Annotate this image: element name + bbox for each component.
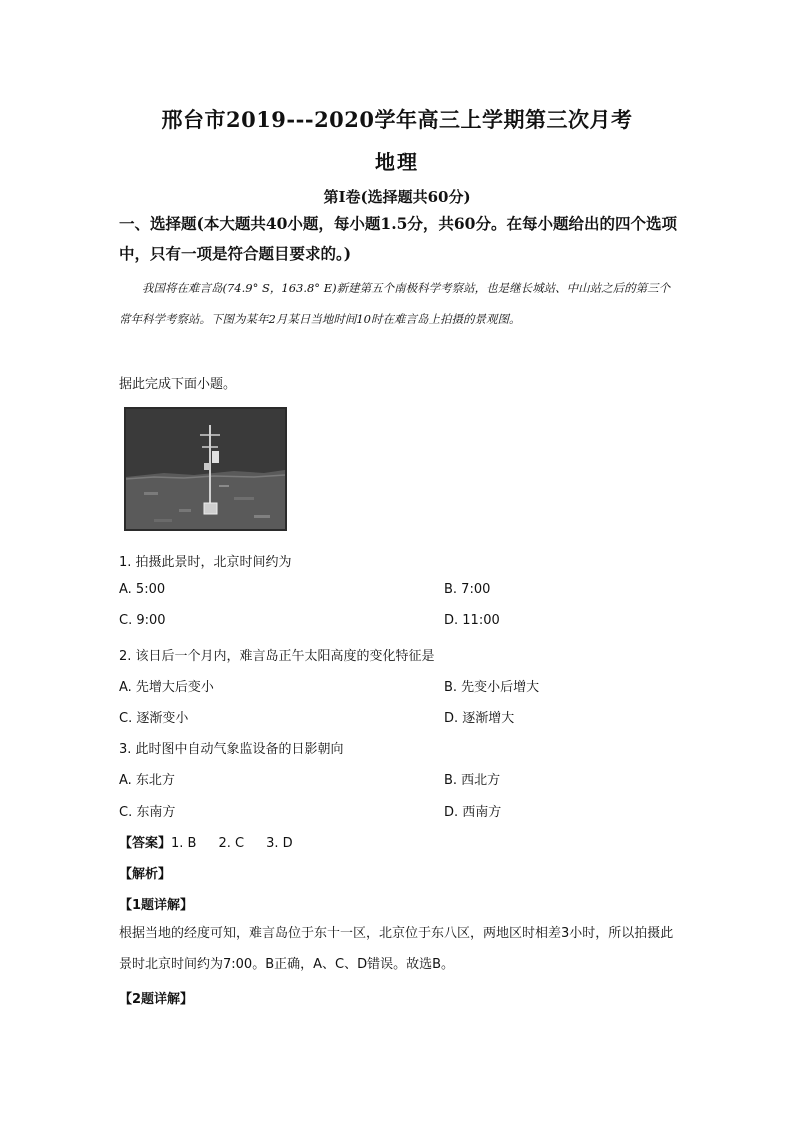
question-3-option-d[interactable]: D. 西南方	[444, 805, 502, 820]
exam-subject: 地理	[375, 150, 419, 174]
landscape-photo	[124, 407, 287, 531]
answer-1: 1. B	[171, 836, 197, 851]
analysis-label: 【解析】	[119, 867, 172, 882]
question-1-option-c[interactable]: C. 9:00	[119, 613, 166, 628]
intro-prompt: 据此完成下面小题。	[119, 377, 237, 392]
question-1-option-a[interactable]: A. 5:00	[119, 582, 166, 597]
exam-title: 邢台市2019---2020学年高三上学期第三次月考	[161, 107, 633, 132]
question-2-option-d[interactable]: D. 逐渐增大	[444, 711, 515, 726]
volume-heading: 第Ⅰ卷(选择题共60分)	[323, 188, 471, 206]
question-3-stem: 3. 此时图中自动气象监设备的日影朝向	[119, 742, 344, 757]
detail-2-label: 【2题详解】	[119, 992, 194, 1007]
question-1-option-b[interactable]: B. 7:00	[444, 582, 491, 597]
answer-label: 【答案】	[119, 836, 172, 851]
question-2-option-c[interactable]: C. 逐渐变小	[119, 711, 189, 726]
detail-1-text: 根据当地的经度可知，难言岛位于东十一区，北京位于东八区，两地区时相差3小时，所以拍摄此景时北京时间约为7:00。B正确，A、C、D错误。故选B。	[119, 926, 674, 972]
detail-1-label: 【1题详解】	[119, 898, 194, 913]
question-2-option-a[interactable]: A. 先增大后变小	[119, 680, 214, 695]
question-3-option-b[interactable]: B. 西北方	[444, 773, 501, 788]
question-2-option-b[interactable]: B. 先变小后增大	[444, 680, 540, 695]
answer-2: 2. C	[218, 836, 245, 851]
intro-paragraph: 我国将在难言岛(74.9° S，163.8° E)新建第五个南极科学考察站，也是继长城站、中山站之后的第三个常年科学考察站。下图为某年2月某日当地时间10时在难言岛上拍摄的景观图。	[119, 281, 671, 326]
question-1-stem: 1. 拍摄此景时，北京时间约为	[119, 555, 292, 570]
question-1-option-d[interactable]: D. 11:00	[444, 613, 500, 628]
question-2-stem: 2. 该日后一个月内，难言岛正午太阳高度的变化特征是	[119, 649, 435, 664]
question-3-option-a[interactable]: A. 东北方	[119, 773, 175, 788]
section-heading: 一、选择题(本大题共40小题，每小题1.5分，共60分。在每小题给出的四个选项中，只有一项是符合题目要求的。)	[119, 214, 677, 263]
answer-line	[119, 832, 293, 851]
answer-3: 3. D	[266, 836, 293, 851]
question-3-option-c[interactable]: C. 东南方	[119, 805, 176, 820]
photo-ground	[126, 470, 285, 529]
